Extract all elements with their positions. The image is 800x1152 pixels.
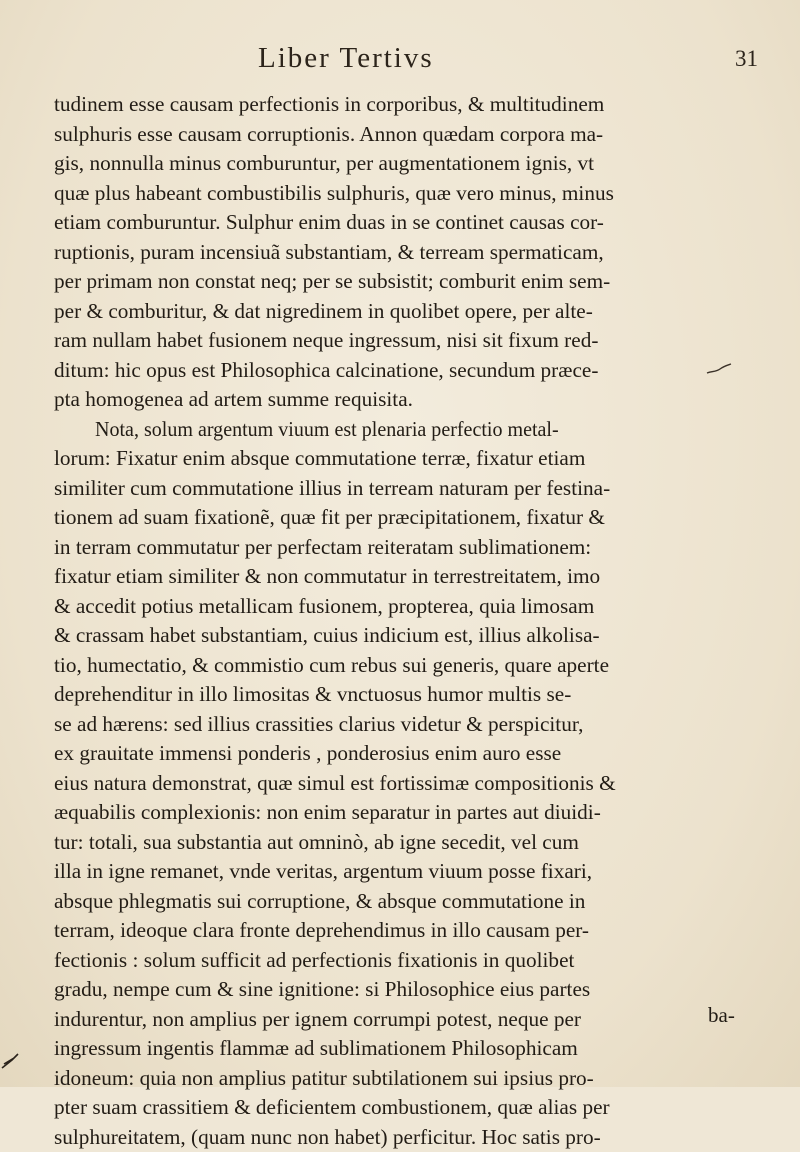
text-line: fixatur etiam similiter & non commutatur in terrestreitatem, imo <box>54 562 766 592</box>
text-line: similiter cum commutatione illius in terream naturam per festina- <box>54 474 766 504</box>
page-header <box>258 42 758 86</box>
text-line: se ad hærens: sed illius crassities clarius videtur & perspicitur, <box>54 710 766 740</box>
text-line: & accedit potius metallicam fusionem, propterea, quia limosam <box>54 592 766 622</box>
text-line: indurentur, non amplius per ignem corrumpi potest, neque per <box>54 1005 766 1035</box>
ink-mark-icon <box>706 363 732 375</box>
text-line: ingressum ingentis flammæ ad sublimationem Philosophicam <box>54 1034 766 1064</box>
text-line: fectionis : solum sufficit ad perfectionis fixationis in quolibet <box>54 946 766 976</box>
ink-scribble-icon <box>0 1030 40 1070</box>
catchword: ba- <box>708 1003 735 1028</box>
text-line: in terram commutatur per perfectam reiteratam sublimationem: <box>54 533 766 563</box>
text-line: idoneum: quia non amplius patitur subtilationem sui ipsius pro- <box>54 1064 766 1094</box>
text-line: quæ plus habeant combustibilis sulphuris, quæ vero minus, minus <box>54 179 766 209</box>
text-line: gradu, nempe cum & sine ignitione: si Philosophice eius partes <box>54 975 766 1005</box>
text-line: tudinem esse causam perfectionis in corporibus, & multitudinem <box>54 90 766 120</box>
text-line: lorum: Fixatur enim absque commutatione terræ, fixatur etiam <box>54 444 766 474</box>
text-line: pter suam crassitiem & deficientem combustionem, quæ alias per <box>54 1093 766 1123</box>
text-line: ditum: hic opus est Philosophica calcinatione, secundum præce- <box>54 356 766 386</box>
page-number: 31 <box>735 46 758 72</box>
text-line: terram, ideoque clara fronte deprehendimus in illo causam per- <box>54 916 766 946</box>
text-line: per primam non constat neq; per se subsistit; comburit enim sem- <box>54 267 766 297</box>
running-head: Liber Tertivs <box>258 42 434 75</box>
text-line: deprehenditur in illo limositas & vnctuosus humor multis se- <box>54 680 766 710</box>
text-line: eius natura demonstrat, quæ simul est fortissimæ compositionis & <box>54 769 766 799</box>
text-line: Nota, solum argentum viuum est plenaria perfectio metal- <box>54 415 725 445</box>
text-line: gis, nonnulla minus comburuntur, per augmentationem ignis, vt <box>54 149 766 179</box>
text-line: & crassam habet substantiam, cuius indicium est, illius alkolisa- <box>54 621 766 651</box>
text-line: pta homogenea ad artem summe requisita. <box>54 385 766 415</box>
text-line: sulphuris esse causam corruptionis. Annon quædam corpora ma- <box>54 120 766 150</box>
text-line: absque phlegmatis sui corruptione, & absque commutatione in <box>54 887 766 917</box>
text-line: sulphureitatem, (quam nunc non habet) perficitur. Hoc satis pro- <box>54 1123 766 1152</box>
text-line: tionem ad suam fixationẽ, quæ fit per præcipitationem, fixatur & <box>54 503 766 533</box>
text-line: per & comburitur, & dat nigredinem in quolibet opere, per alte- <box>54 297 766 327</box>
text-line: ruptionis, puram incensiuã substantiam, & terream spermaticam, <box>54 238 766 268</box>
text-line: etiam comburuntur. Sulphur enim duas in se continet causas cor- <box>54 208 766 238</box>
text-block <box>54 90 774 1152</box>
text-line: illa in igne remanet, vnde veritas, argentum viuum posse fixari, <box>54 857 766 887</box>
text-line: tur: totali, sua substantia aut omninò, ab igne secedit, vel cum <box>54 828 766 858</box>
text-line: tio, humectatio, & commistio cum rebus sui generis, quare aperte <box>54 651 766 681</box>
text-line: ram nullam habet fusionem neque ingressum, nisi sit fixum red- <box>54 326 766 356</box>
text-line: æquabilis complexionis: non enim separatur in partes aut diuidi- <box>54 798 766 828</box>
text-line: ex grauitate immensi ponderis , ponderosius enim auro esse <box>54 739 766 769</box>
